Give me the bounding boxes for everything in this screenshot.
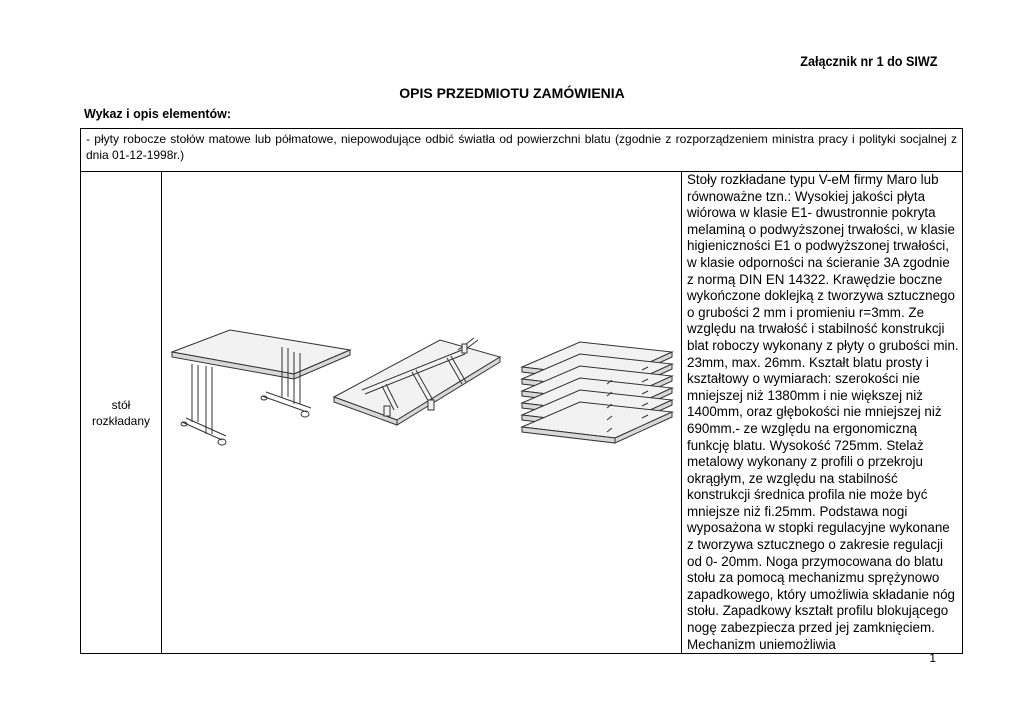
folding-table-standing-image [172,330,350,445]
document-title: OPIS PRZEDMIOTU ZAMÓWIENIA [399,85,625,101]
item-name-cell [81,172,162,654]
annex-label: Załącznik nr 1 do SIWZ [799,53,937,69]
item-name-line1: stół [111,397,131,412]
note-cell: - płyty robocze stołów matowe lub półmatowe, niepowodujące odbić światła od powierzchni blatu (zgodnie z rozporządzeniem ministra pracy i polityki socjalnej z dnia 01-12-1998r.) [81,129,963,172]
item-description: Stoły rozkładane typu V-eM firmy Maro lub równoważne tzn.: Wysokiej jakości płyta wiórowa w klasie E1- dwustronnie pokryta melaminą o podwyższonej trwałości, w klasie higieniczności E1 o podwyższonej trwałości, w klasie odporności na ścieranie 3A zgodnie z normą DIN EN 14322. Krawędzie boczne wykończone doklejką z tworzywa sztucznego o grubości 2 mm i promieniu r=3mm. Ze względu na trwałość i stabilność konstrukcji blat roboczy wykonany z płyty o grubości min. 23mm, max. 26mm. Kształt blatu prosty i kształtowy o wymiarach: szerokości nie mniejszej niż 1380mm i nie większej niż 1400mm, oraz głębokości nie mniejszej niż 690mm.- ze względu na ergonomiczną funkcję blatu. Wysokość 725mm. Stelaż metalowy wykonany z profili o przekroju okrągłym, ze względu na stabilność konstrukcji średnica profila nie może być mniejsze niż fi.25mm. Podstawa nogi wyposażona w stopki regulacyjne wykonane z tworzywa sztucznego o zakresie regulacji od 0- 20mm. Noga przymocowana do blatu stołu za pomocą mechanizmu sprężynowo zapadkowego, który umożliwia składanie nóg stołu. Zapadkowy kształt profilu blokującego nogę zabezpiecza przed jej zamknięciem. Mechanizm uniemożliwia [687,172,959,652]
item-row [81,172,963,654]
item-description-cell [682,172,963,654]
section-subtitle: Wykaz i opis elementów: [84,107,232,121]
page-number: 1 [929,651,936,665]
item-image-cell [162,172,682,654]
note-row [81,129,963,172]
product-illustrations [162,172,682,639]
folding-tables-stacked-image [522,342,672,443]
folding-table-flipped-image [334,338,500,425]
spec-table [80,128,963,654]
item-name-line2: rozkładany [91,413,151,428]
